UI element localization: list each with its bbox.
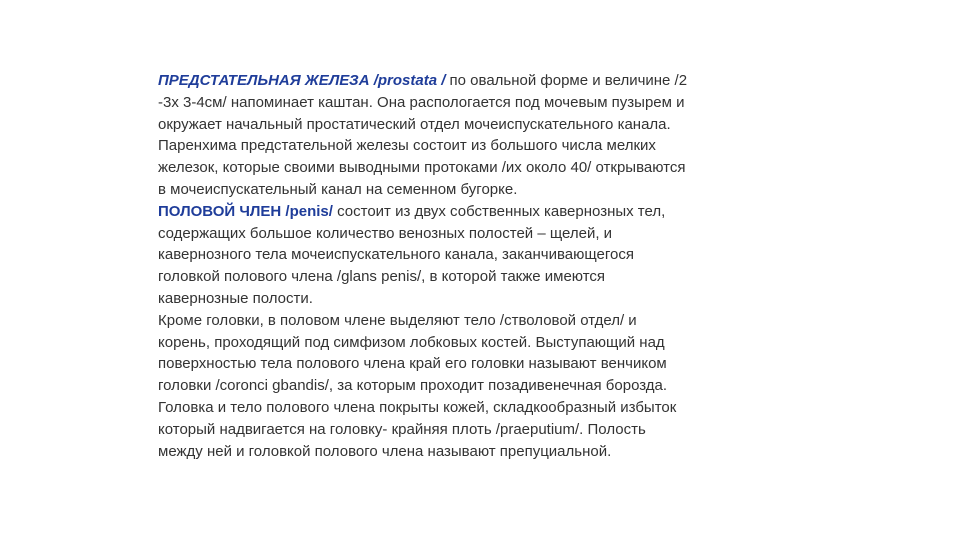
text-line: поверхностью тела полового члена край его головки называют венчиком	[158, 355, 667, 373]
text-line: головки /coronci gbandis/, за которым проходит позадивенечная борозда.	[158, 377, 668, 395]
text-line	[158, 70, 808, 92]
text-line: окружает начальный простатический отдел мочеиспускательного канала.	[158, 115, 671, 133]
slide-text-block	[158, 70, 808, 462]
line-text: состоит из двух собственных кавернозных тел,	[332, 202, 666, 220]
text-line: кавернозные полости.	[158, 289, 313, 307]
text-line: корень, проходящий под симфизом лобковых костей. Выступающий над	[158, 333, 665, 351]
text-line	[158, 201, 808, 223]
text-line: содержащих большое количество венозных полостей – щелей, и	[158, 224, 613, 242]
text-line: кавернозного тела мочеиспускательного канала, заканчивающегося	[158, 246, 634, 264]
text-line: между ней и головкой полового члена называют препуциальной.	[158, 442, 612, 460]
term-penis: ПОЛОВОЙ ЧЛЕН /penis/	[158, 202, 333, 220]
text-line: железок, которые своими выводными протоками /их около 40/ открываются	[158, 159, 686, 177]
text-line: Кроме головки, в половом члене выделяют тело /стволовой отдел/ и	[158, 311, 637, 329]
term-prostata: ПРЕДСТАТЕЛЬНАЯ ЖЕЛЕЗА /prostata /	[158, 72, 446, 89]
text-line: в мочеиспускательный канал на семенном бугорке.	[158, 180, 518, 198]
text-line: головкой полового члена /glans penis/, в которой также имеются	[158, 268, 606, 286]
text-line: -3х 3-4см/ напоминает каштан. Она распологается под мочевым пузырем и	[158, 93, 685, 111]
text-line: Паренхима предстательной железы состоит из большого числа мелких	[158, 137, 656, 155]
text-line: который надвигается на головку- крайняя плоть /praeputium/. Полость	[158, 420, 646, 438]
line-text: по овальной форме и величине /2	[445, 72, 688, 89]
text-line: Головка и тело полового члена покрыты кожей, складкообразный избыток	[158, 398, 677, 416]
